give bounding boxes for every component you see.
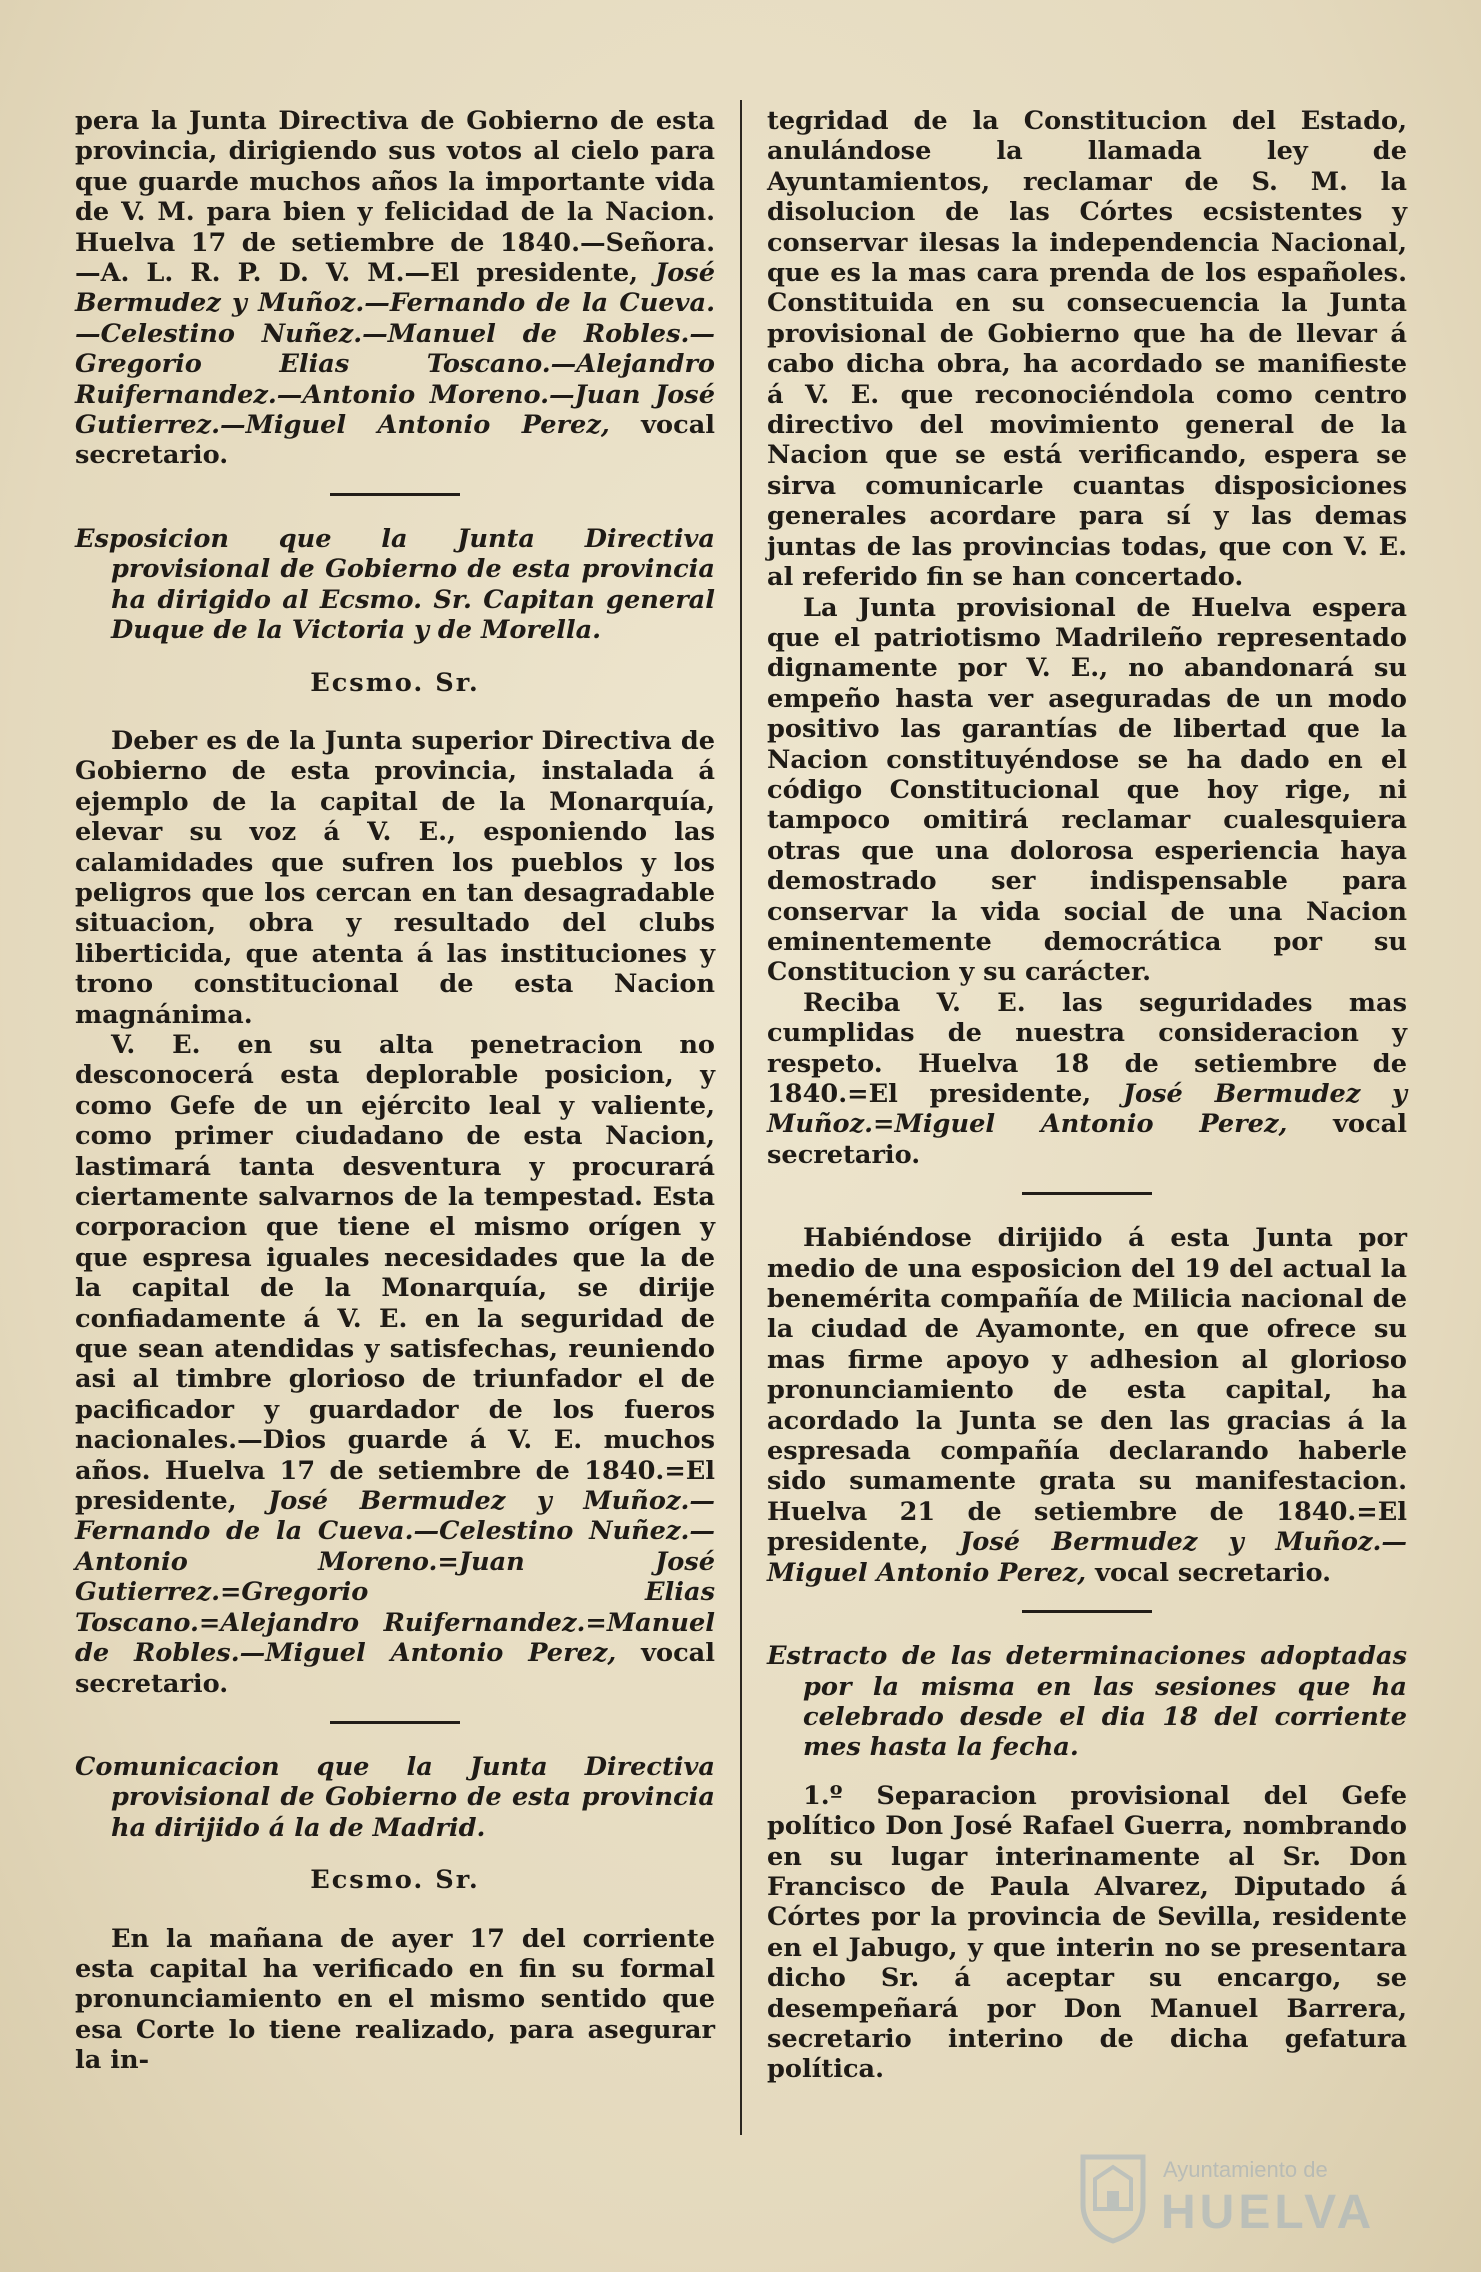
archive-watermark (1073, 2149, 1403, 2244)
closing-end: vocal secretario. (75, 1638, 715, 1699)
closing-end: vocal secretario. (75, 410, 715, 471)
closing-end: vocal secretario. (1086, 1557, 1332, 1588)
signatories: José Bermudez y Muñoz.—Miguel Antonio Perez, (767, 1527, 1407, 1588)
paragraph-closing-letter (75, 106, 715, 471)
salutation: Ecsmo. Sr. (310, 667, 480, 698)
section-divider (330, 1721, 460, 1724)
signatories: José Bermudez y Muñoz.—Fernando de la Cueva.—Celestino Nuñez.—Manuel de Robles.—Gregorio Elias Toscano.—Alejandro Ruifernandez.—Antonio Moreno.—Juan José Gutierrez.—Miguel Antonio Perez, (75, 258, 715, 441)
paragraph: tegridad de la Constitucion del Estado, anulándose la llamada ley de Ayuntamientos, reclamar de S. M. la disolucion de las Córtes ecsistentes y conservar ilesas la independencia Nacional, que es la mas cara prenda de los españoles. Constituida en su consecuencia la Junta provisional de Gobierno que ha de llevar á cabo dicha obra, ha acordado se manifieste á V. E. que reconociéndola como centro directivo del movimiento general de la Nacion que se está verificando, espera se sirva comunicarle cuantas disposiciones generales acordare para sí y las demas juntas de las provincias todas, que con V. E. al referido fin se han concertado. (767, 106, 1407, 593)
section-divider (1022, 1610, 1152, 1613)
city-shield-icon (1073, 2149, 1153, 2244)
signatories: José Bermudez y Muñoz.—Fernando de la Cueva.—Celestino Nuñez.—Antonio Moreno.=Juan José Gutierrez.=Gregorio Elias Toscano.=Alejandro Ruifernandez.=Manuel de Robles.—Miguel Antonio Perez, (75, 1486, 715, 1669)
watermark-line2: HUELVA (1161, 2186, 1376, 2239)
heading-estracto: Estracto de las determinaciones adoptadas por la misma en las sesiones que ha celebrado desde el dia 18 del corriente mes hasta la fecha. (767, 1641, 1407, 1763)
column-divider (740, 100, 742, 2135)
paragraph: La Junta provisional de Huelva espera que el patriotismo Madrileño representado dignamente por V. E., no abandonará su empeño hasta ver aseguradas de un modo positivo las garantías de libertad que la Nacion constituyéndose se ha dado en el código Constitucional que hoy rige, ni tampoco omitirá reclamar cualesquiera otras que una dolorosa esperiencia haya demostrado ser indispensable para conservar la vida social de una Nacion eminentemente democrática por su Constitucion y su carácter. (767, 592, 1407, 988)
paragraph-text: V. E. en su alta penetracion no desconocerá esta deplorable posicion, y como Gefe de un ejército leal y valiente, como primer ciudadano de esta Nacion, lastimará tanta desventura y procurará ciertamente salvarnos de la tempestad. Esta corporacion que tiene el mismo orígen y que espresa iguales necesidades que la de la capital de la Monarquía, se dirije confiadamente á V. E. en la seguridad de que sean atendidas y satisfechas, reuniendo asi al timbre glorioso de triunfador el de pacificador y guardador de los fueros nacionales.—Dios guarde á V. E. muchos años. Huelva 17 de setiembre de 1840.=El presidente, (75, 1029, 715, 1517)
left-column (75, 106, 715, 2076)
closing-text: pera la Junta Directiva de Gobierno de esta provincia, dirigiendo sus votos al cielo para que guarde muchos años la importante vida de V. M. para bien y felicidad de la Nacion. Huelva 17 de setiembre de 1840.—Señora. —A. L. R. P. D. V. M.—El presidente, (75, 106, 715, 289)
heading-esposicion: Esposicion que la Junta Directiva provisional de Gobierno de esta provincia ha dirigido al Ecsmo. Sr. Capitan general Duque de la Victoria y de Morella. (75, 523, 715, 646)
closing-end: vocal secretario. (767, 1109, 1407, 1170)
paragraph: En la mañana de ayer 17 del corriente esta capital ha verificado en fin su formal pronunciamiento en el mismo sentido que esa Corte lo tiene realizado, para asegurar la in- (75, 1923, 715, 2076)
paragraph (767, 988, 1407, 1170)
paragraph-item-1: 1.º Separacion provisional del Gefe político Don José Rafael Guerra, nombrando en su lugar interinamente al Sr. Don Francisco de Paula Alvarez, Diputado á Córtes por la provincia de Sevilla, residente en el Jabugo, y que interin no se presentara dicho Sr. á aceptar su encargo, se desempeñará por Don Manuel Barrera, secretario interino de dicha gefatura política. (767, 1780, 1407, 2085)
paragraph-text: Habiéndose dirijido á esta Junta por medio de una esposicion del 19 del actual la benemérita compañía de Milicia nacional de la ciudad de Ayamonte, en que ofrece su mas firme apoyo y adhesion al glorioso pronunciamiento de esta capital, ha acordado la Junta se den las gracias á la espresada compañía declarando haberle sido sumamente grata su manifestacion. Huelva 21 de setiembre de 1840.=El presidente, (767, 1223, 1407, 1558)
paragraph (767, 1223, 1407, 1588)
heading-comunicacion: Comunicacion que la Junta Directiva provisional de Gobierno de esta provincia ha dirijido á la de Madrid. (75, 1751, 715, 1843)
watermark-line1: Ayuntamiento de (1163, 2157, 1328, 2182)
section-divider (330, 493, 460, 496)
section-divider (1022, 1192, 1152, 1195)
signatories: José Bermudez y Muñoz.=Miguel Antonio Perez, (767, 1079, 1407, 1140)
paragraph (75, 1030, 715, 1699)
paragraph: Deber es de la Junta superior Directiva de Gobierno de esta provincia, instalada á ejemplo de la capital de la Monarquía, elevar su voz á V. E., esponiendo las calamidades que sufren los pueblos y los peligros que los cercan en tan desagradable situacion, obra y resultado del clubs liberticida, que atenta á las instituciones y trono constitucional de esta Nacion magnánima. (75, 725, 715, 1030)
right-column (767, 106, 1407, 2085)
paragraph-text: Reciba V. E. las seguridades mas cumplidas de nuestra consideracion y respeto. Huelva 18 de setiembre de 1840.=El presidente, (767, 987, 1407, 1109)
salutation: Ecsmo. Sr. (310, 1865, 480, 1896)
